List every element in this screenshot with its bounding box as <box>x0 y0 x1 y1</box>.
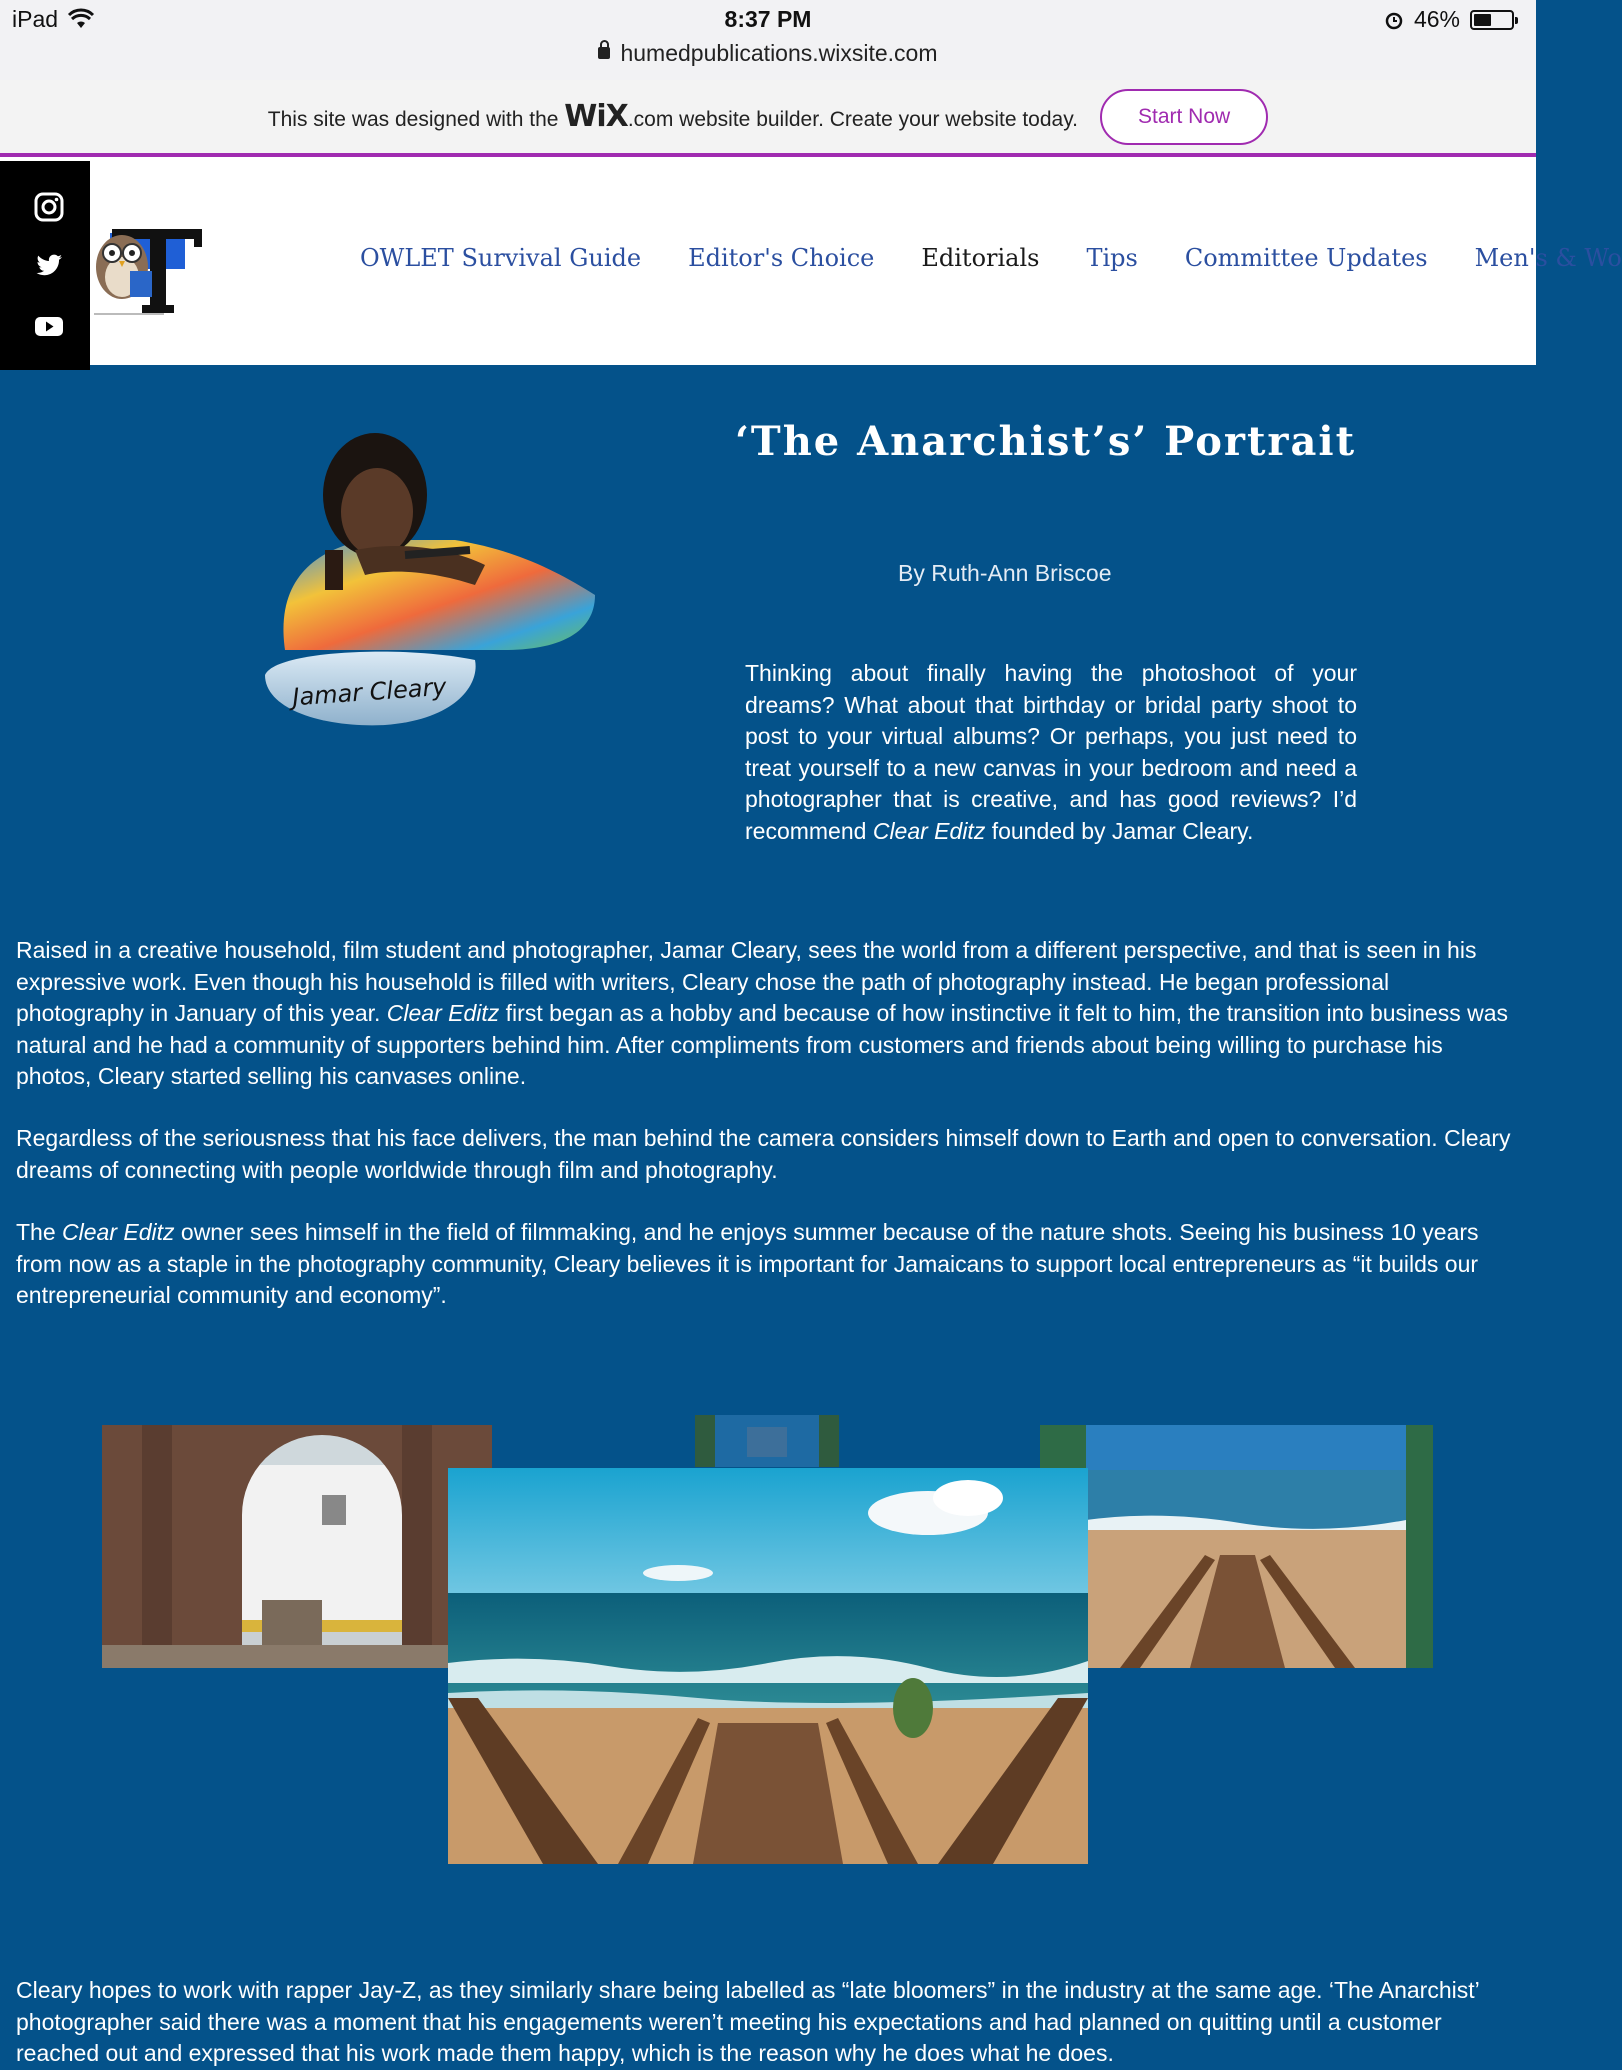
p3-text-2: owner sees himself in the field of filmmaking, and he enjoys summer because of the nature shots. Seeing his business 10 years from now as a staple in the photography community, Cleary believes it is important for Jamaicans to support local entrepreneurs as “it builds our entrepreneurial community and economy”. <box>16 1219 1479 1308</box>
wix-text-before: This site was designed with the <box>267 108 559 131</box>
paragraph-1 <box>16 935 1521 1093</box>
nav-item-committee-updates[interactable]: Committee Updates <box>1184 244 1428 272</box>
portrait-caption: Jamar Cleary <box>291 672 448 712</box>
paragraph-2: Regardless of the seriousness that his face delivers, the man behind the camera considers himself down to Earth and open to conversation. Cleary dreams of connecting with people worldwide through film and photography. <box>16 1125 1511 1183</box>
social-bar <box>0 161 90 370</box>
wix-banner <box>0 80 1536 157</box>
intro-brand: Clear Editz <box>872 817 986 844</box>
site-logo[interactable] <box>90 205 205 320</box>
nav-item-editors-choice[interactable]: Editor's Choice <box>688 244 875 272</box>
gallery-image-back[interactable] <box>695 1415 839 1467</box>
p3-text-1: The <box>16 1219 63 1245</box>
wix-text-after: .com website builder. Create your website today. <box>627 108 1078 131</box>
portrait-image <box>255 400 610 755</box>
gallery-image-boardwalk-main[interactable] <box>448 1468 1088 1864</box>
article-intro <box>745 658 1357 847</box>
p1-brand: Clear Editz <box>386 1000 500 1026</box>
battery-icon <box>1470 10 1514 30</box>
gallery-image-boardwalk-small[interactable] <box>1040 1425 1433 1668</box>
youtube-icon[interactable] <box>34 311 64 341</box>
status-right <box>1384 6 1514 33</box>
main-nav <box>360 244 1622 272</box>
battery-fill <box>1474 14 1491 26</box>
instagram-icon[interactable] <box>34 192 64 222</box>
p1-text-2: first began as a hobby and because of how instinctive it felt to him, the transition into business was natural and he had a community of supporters behind him. After compliments from customers and friends about being willing to purchase his photos, Cleary started selling his canvases online. <box>16 1000 1509 1089</box>
wix-banner-text <box>268 99 1078 134</box>
wix-logo: WiX <box>564 99 628 134</box>
paragraph-4: Cleary hopes to work with rapper Jay-Z, as they similarly share being labelled as “late bloomers” in the industry at the same age. ‘The Anarchist’ photographer said there was a moment that his engagements weren’t meeting his expectations and had planned on quitting until a customer reached out and expressed that his work made them happy, which is the reason why he does what he does. <box>16 1977 1479 2066</box>
nav-item-owlet-survival-guide[interactable]: OWLET Survival Guide <box>360 244 642 272</box>
battery-percent: 46% <box>1413 6 1460 32</box>
article-byline: By Ruth-Ann Briscoe <box>898 560 1112 586</box>
p1-text-1: Raised in a creative household, film student and photographer, Jamar Cleary, sees the world from a different perspective, and that is seen in his expressive work. Even though his household is filled with writers, Cleary chose the path of photography instead. He began professional photography in January of this year. <box>16 937 1477 1026</box>
device-label: iPad <box>12 6 59 32</box>
nav-item-mens-womens[interactable]: Men's & Wo <box>1474 244 1622 272</box>
p3-brand: Clear Editz <box>62 1219 175 1245</box>
address-bar[interactable] <box>0 40 1536 67</box>
alarm-icon <box>1384 10 1404 30</box>
twitter-icon[interactable] <box>34 251 64 281</box>
paragraph-3 <box>16 1217 1521 1312</box>
status-time: 8:37 PM <box>724 6 812 32</box>
gallery-image-archway[interactable] <box>102 1425 492 1668</box>
intro-text-1: Thinking about finally having the photoshoot of your dreams? What about that birthday or bridal party shoot to post to your virtual albums? Or perhaps, you just need to treat yourself to a new canvas in your bedroom and need a photographer that is creative, and has good reviews? I’d recommend <box>745 660 1357 844</box>
article-title: ‘The Anarchist’s’ Portrait <box>735 418 1357 465</box>
ios-status-bar <box>0 0 1536 80</box>
start-now-button[interactable]: Start Now <box>1100 89 1268 145</box>
nav-item-editorials[interactable]: Editorials <box>921 244 1040 272</box>
lock-icon <box>598 47 610 59</box>
nav-item-tips[interactable]: Tips <box>1086 244 1138 272</box>
url-text: humedpublications.wixsite.com <box>620 40 938 66</box>
intro-text-2: founded by Jamar Cleary. <box>985 817 1254 844</box>
